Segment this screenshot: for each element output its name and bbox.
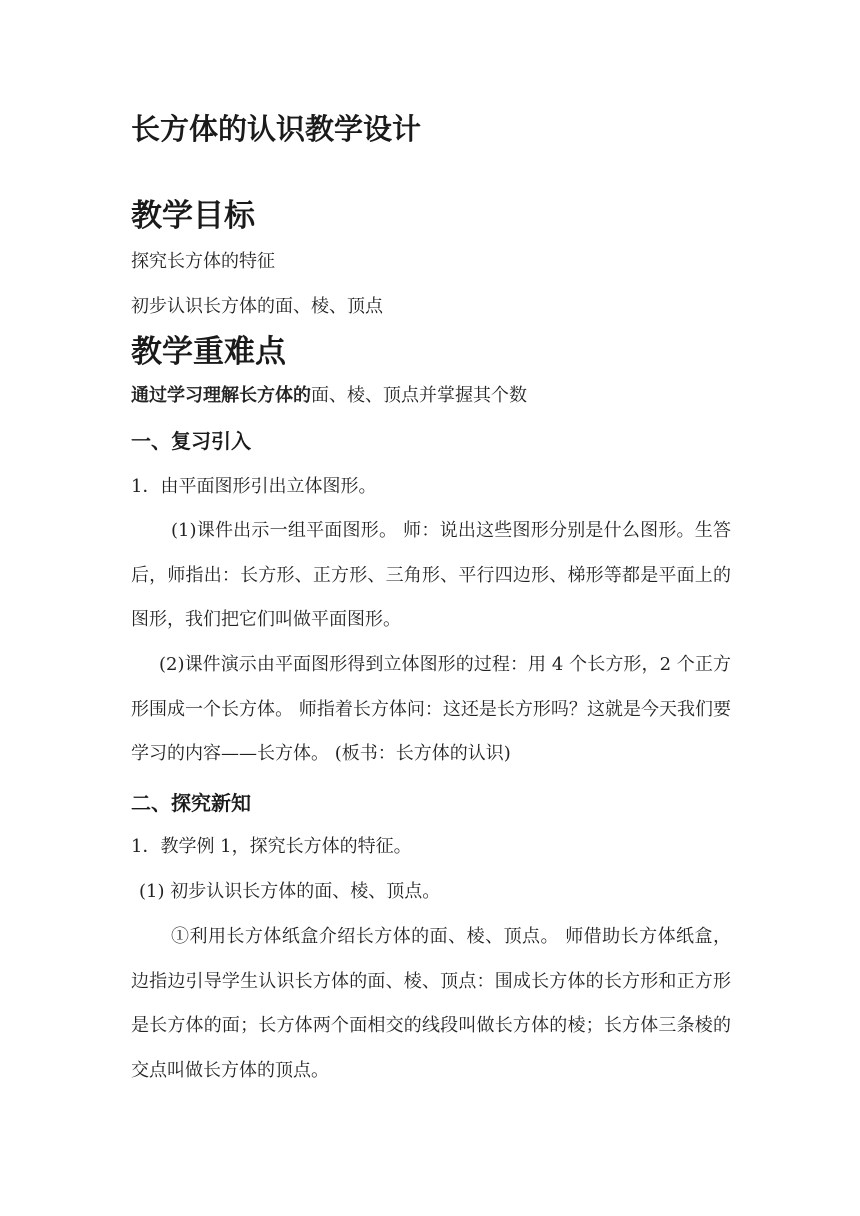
objective-item: 探究长方体的特征 [131,251,275,272]
explore-heading: 二、探究新知 [131,791,251,815]
key-points-bold: 通过学习理解长方体的 [131,385,311,406]
key-points-heading: 教学重难点 [131,334,286,370]
objectives-heading: 教学目标 [131,198,255,234]
explore-step-1: 1．教学例 1，探究长方体的特征。 [131,836,412,857]
key-points-text [131,381,527,411]
objective-item: 初步认识长方体的面、棱、顶点 [131,296,383,317]
review-paragraph-2: (2)课件演示由平面图形得到立体图形的过程：用 4 个长方形，2 个正方形围成一个长方体。 师指着长方体问：这还是长方形吗？这就是今天我们要学习的内容——长方体。 (板书：长方体的认识) [131,654,731,764]
review-step-1: 1．由平面图形引出立体图形。 [131,476,377,497]
review-heading: 一、复习引入 [131,429,251,453]
key-points-rest: 面、棱、顶点并掌握其个数 [311,385,527,406]
explore-paragraph-1: ①利用长方体纸盒介绍长方体的面、棱、顶点。 师借助长方体纸盒，边指边引导学生认识长方体的面、棱、顶点：围成长方体的长方形和正方形是长方体的面；长方体两个面相交的线段叫做长方体的棱；长方体三条棱的交点叫做长方体的顶点。 [131,926,731,1081]
explore-sub-1: (1) 初步认识长方体的面、棱、顶点。 [139,881,441,902]
review-paragraph-1: (1)课件出示一组平面图形。 师：说出这些图形分别是什么图形。生答后，师指出：长方形、正方形、三角形、平行四边形、梯形等都是平面上的图形，我们把它们叫做平面图形。 [131,520,731,630]
document-title: 长方体的认识教学设计 [131,112,422,146]
